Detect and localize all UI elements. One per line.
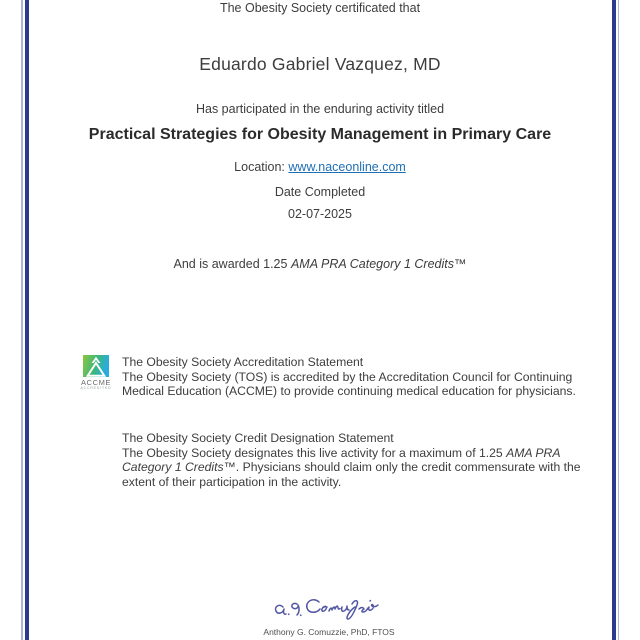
activity-title: Practical Strategies for Obesity Management in Primary Care — [88, 126, 552, 143]
border-left-thin-line — [21, 0, 23, 640]
location-label: Location: — [234, 160, 289, 174]
accreditation-statement — [122, 355, 592, 399]
signer-name: Anthony G. Comuzzie, PhD, FTOS — [263, 627, 395, 637]
location-line — [40, 160, 600, 174]
border-right-thin-line — [618, 0, 620, 640]
recipient-name: Eduardo Gabriel Vazquez, MD — [199, 54, 441, 74]
designation-body-suffix: . Physicians should claim only the credit commensurate with the extent of their participation in the activity. — [122, 460, 581, 489]
award-line — [40, 257, 600, 271]
location-link[interactable]: www.naceonline.com — [288, 160, 406, 174]
date-completed-value: 02-07-2025 — [288, 207, 352, 221]
accreditation-body: The Obesity Society (TOS) is accredited by the Accreditation Council for Continuing Medical Education (ACCME) to provide continuing medical education for physicians. — [122, 369, 576, 398]
participation-line: Has participated in the enduring activity titled — [195, 102, 445, 116]
designation-heading: The Obesity Society Credit Designation Statement — [122, 431, 394, 445]
designation-body — [122, 446, 592, 490]
border-right-thick-line — [612, 0, 616, 640]
date-completed-label: Date Completed — [274, 185, 366, 199]
designation-body-italic: AMA PRA Category 1 Credits™ — [122, 445, 561, 474]
accme-wordmark: ACCME — [80, 377, 112, 387]
issuer-line: The Obesity Society certificated that — [219, 1, 421, 15]
accme-logo — [78, 355, 114, 390]
accme-mark-icon — [83, 355, 109, 377]
designation-statement — [122, 431, 592, 489]
signature-handwriting-icon — [273, 592, 385, 626]
award-prefix: And is awarded 1.25 — [173, 257, 291, 271]
award-credits-italic: AMA PRA Category 1 Credits™ — [290, 257, 467, 271]
signature-block — [0, 592, 640, 637]
border-left-thick-line — [25, 0, 29, 640]
accreditation-heading: The Obesity Society Accreditation Statement — [122, 355, 364, 369]
designation-body-prefix: The Obesity Society designates this live activity for a maximum of 1.25 — [122, 445, 507, 460]
accme-accredited-label: ACCREDITED — [80, 386, 112, 390]
